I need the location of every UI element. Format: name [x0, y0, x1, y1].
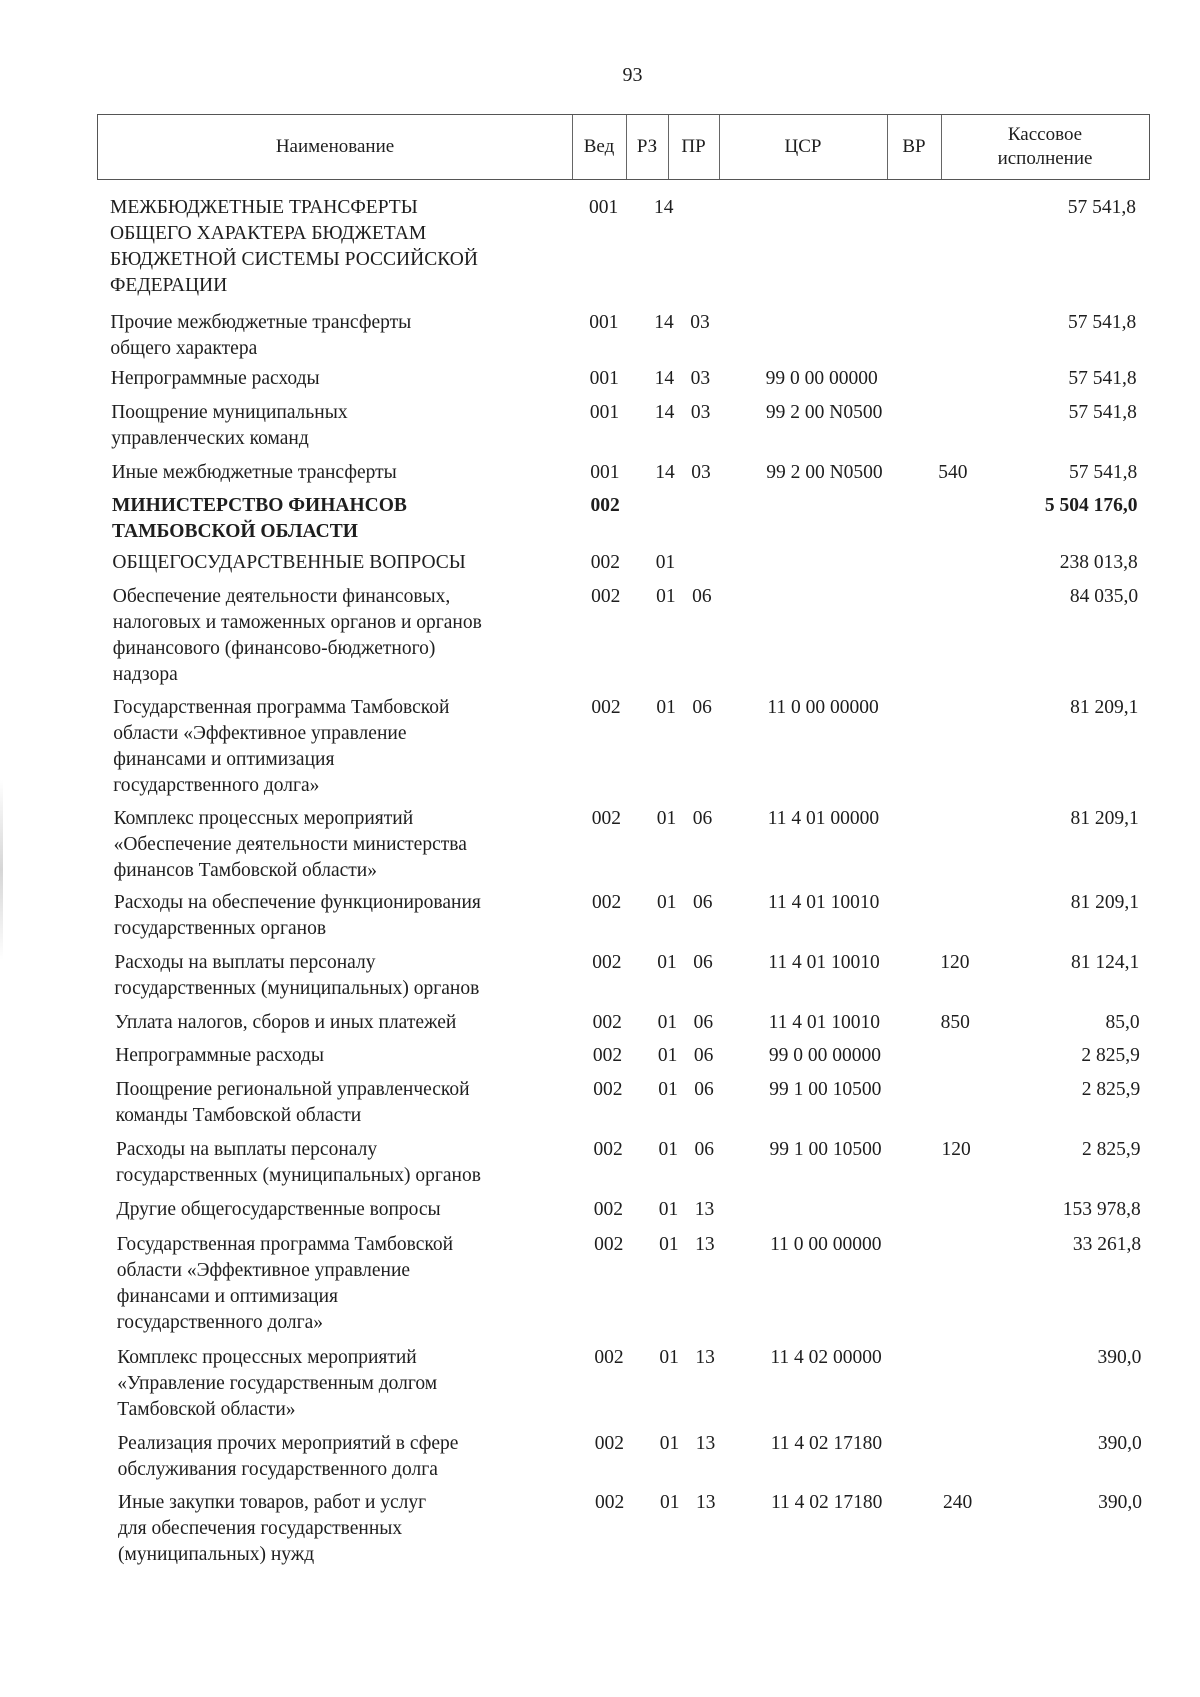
row-pr: 13: [696, 1492, 716, 1513]
row-name: [116, 1197, 566, 1223]
row-name-line: надзора: [112, 664, 178, 685]
row-csr: 99 0 00 00000: [768, 1045, 882, 1066]
row-csr: 99 1 00 10500: [769, 1139, 882, 1160]
row-name-line: Непрограммные расходы: [110, 368, 320, 389]
row-ved: 002: [594, 1234, 624, 1255]
header-pr: ПР: [681, 136, 706, 157]
row-name-line: Расходы на выплаты персоналу: [114, 952, 376, 973]
row-rz: 01: [660, 1492, 680, 1513]
row-amount: 81 124,1: [1071, 952, 1140, 973]
row-rz: 01: [659, 1433, 680, 1454]
row-rz: 01: [657, 1045, 678, 1066]
row-name-line: (муниципальных) нужд: [118, 1544, 315, 1565]
row-name: [112, 550, 562, 576]
header-amount-line2: исполнение: [997, 148, 1093, 169]
row-pr: 06: [692, 586, 712, 607]
row-rz: 01: [659, 1234, 679, 1255]
row-name-line: Государственная программа Тамбовской: [116, 1234, 454, 1255]
row-csr: 99 2 00 N0500: [765, 402, 883, 423]
row-vr: 120: [940, 952, 970, 973]
row-name-line: государственного долга»: [116, 1312, 324, 1333]
row-ved: 001: [589, 402, 620, 423]
row-ved: 002: [590, 552, 621, 573]
row-name-line: Иные закупки товаров, работ и услуг: [118, 1492, 427, 1513]
row-rz: 14: [654, 402, 675, 423]
scan-edge-artifact: [0, 780, 3, 960]
row-name: [111, 400, 561, 452]
row-name-line: области «Эффективное управление: [113, 723, 407, 744]
row-rz: 01: [655, 552, 676, 573]
row-csr: 11 4 02 17180: [770, 1433, 883, 1454]
row-rz: 14: [655, 462, 675, 483]
row-rz: 01: [656, 586, 676, 607]
row-name: [114, 806, 564, 884]
row-amount: 390,0: [1098, 1492, 1142, 1513]
row-name-line: для обеспечения государственных: [118, 1518, 403, 1539]
row-pr: 13: [695, 1347, 715, 1368]
row-amount: 57 541,8: [1068, 368, 1137, 389]
row-rz: 14: [654, 312, 674, 333]
row-name: [115, 1043, 565, 1069]
row-csr: 11 4 02 00000: [770, 1347, 882, 1368]
row-name: [115, 1010, 565, 1036]
row-pr: 06: [693, 952, 713, 973]
row-name-line: Иные межбюджетные трансферты: [111, 462, 397, 483]
row-amount: 57 541,8: [1068, 402, 1137, 423]
row-ved: 002: [590, 495, 620, 516]
row-rz: 14: [654, 197, 674, 218]
row-name-line: «Обеспечение деятельности министерства: [113, 834, 467, 855]
row-name-line: финансами и оптимизация: [113, 749, 335, 770]
row-ved: 002: [594, 1347, 624, 1368]
row-pr: 06: [693, 1012, 714, 1033]
row-ved: 002: [592, 892, 622, 913]
row-name-line: Комплекс процессных мероприятий: [113, 808, 414, 829]
row-pr: 13: [694, 1199, 715, 1220]
row-ved: 002: [591, 697, 621, 718]
row-name: [116, 1077, 566, 1129]
row-name: [110, 195, 560, 299]
row-name: [114, 950, 564, 1002]
row-amount: 5 504 176,0: [1044, 495, 1138, 516]
row-amount: 84 035,0: [1069, 586, 1139, 607]
row-name: [118, 1490, 568, 1568]
row-pr: 03: [690, 402, 711, 423]
row-vr: 850: [940, 1012, 970, 1033]
row-rz: 01: [658, 1199, 679, 1220]
header-name: Наименование: [275, 136, 395, 157]
header-csr: ЦСР: [784, 136, 822, 157]
page-number: 93: [622, 64, 643, 86]
row-name: [113, 695, 563, 799]
row-name: [112, 493, 562, 545]
table-header: [97, 114, 1150, 180]
row-name-line: Расходы на обеспечение функционирования: [114, 892, 481, 913]
row-name-line: БЮДЖЕТНОЙ СИСТЕМЫ РОССИЙСКОЙ: [110, 249, 478, 270]
row-name: [114, 890, 564, 942]
row-name-line: МЕЖБЮДЖЕТНЫЕ ТРАНСФЕРТЫ: [110, 197, 418, 218]
row-name-line: МИНИСТЕРСТВО ФИНАНСОВ: [112, 495, 407, 516]
row-name-line: ТАМБОВСКОЙ ОБЛАСТИ: [112, 521, 358, 542]
row-pr: 03: [690, 312, 710, 333]
row-rz: 01: [657, 952, 677, 973]
row-pr: 06: [693, 892, 713, 913]
row-pr: 06: [692, 697, 712, 718]
row-name-line: налоговых и таможенных органов и органов: [112, 612, 482, 633]
row-rz: 01: [656, 808, 677, 829]
row-name-line: Государственная программа Тамбовской: [113, 697, 450, 718]
row-name-line: Комплекс процессных мероприятий: [117, 1347, 417, 1368]
row-name: [118, 1431, 568, 1483]
row-ved: 001: [589, 368, 619, 389]
row-pr: 03: [691, 462, 711, 483]
row-csr: 99 1 00 10500: [769, 1079, 882, 1100]
row-ved: 002: [593, 1079, 623, 1100]
row-csr: 11 4 01 00000: [767, 808, 880, 829]
row-name-line: «Управление государственным долгом: [117, 1373, 438, 1394]
row-name: [111, 366, 561, 392]
row-name-line: общего характера: [110, 338, 258, 359]
row-csr: 11 0 00 00000: [770, 1234, 882, 1255]
row-name: [113, 584, 563, 688]
row-csr: 99 0 00 00000: [765, 368, 878, 389]
row-csr: 99 2 00 N0500: [766, 462, 883, 483]
row-name-line: государственных (муниципальных) органов: [114, 978, 480, 999]
row-rz: 01: [657, 1012, 678, 1033]
row-name-line: государственных (муниципальных) органов: [116, 1165, 481, 1186]
row-ved: 001: [589, 197, 619, 218]
row-name-line: обслуживания государственного долга: [117, 1459, 438, 1480]
row-name-line: управленческих команд: [111, 428, 309, 449]
row-vr: 540: [938, 462, 968, 483]
row-name-line: Тамбовской области»: [117, 1399, 296, 1420]
row-csr: 11 4 01 10010: [768, 952, 880, 973]
row-rz: 01: [656, 697, 676, 718]
row-ved: 002: [595, 1492, 625, 1513]
header-amount-line1: Кассовое: [1007, 124, 1083, 145]
header-amount: [941, 115, 1149, 179]
row-amount: 2 825,9: [1081, 1045, 1140, 1066]
row-amount: 57 541,8: [1067, 197, 1136, 218]
row-name: [116, 1137, 566, 1189]
row-name-line: Реализация прочих мероприятий в сфере: [117, 1433, 459, 1454]
row-pr: 03: [690, 368, 711, 389]
row-name-line: Другие общегосударственные вопросы: [116, 1199, 441, 1220]
row-amount: 57 541,8: [1068, 312, 1137, 333]
row-rz: 01: [658, 1079, 678, 1100]
row-amount: 33 261,8: [1072, 1234, 1142, 1255]
row-ved: 002: [594, 1433, 624, 1454]
row-pr: 06: [694, 1079, 714, 1100]
row-amount: 153 978,8: [1062, 1199, 1141, 1220]
row-name-line: финансами и оптимизация: [116, 1286, 339, 1307]
row-csr: 11 4 01 10010: [768, 1012, 880, 1033]
row-name-line: Обеспечение деятельности финансовых,: [112, 586, 451, 607]
row-amount: 81 209,1: [1070, 892, 1139, 913]
row-ved: 002: [592, 1045, 623, 1066]
row-pr: 06: [692, 808, 713, 829]
row-pr: 13: [695, 1234, 715, 1255]
row-name-line: государственного долга»: [113, 775, 320, 796]
row-name-line: Расходы на выплаты персоналу: [116, 1139, 378, 1160]
row-rz: 01: [657, 892, 677, 913]
row-csr: 11 4 01 10010: [768, 892, 880, 913]
row-csr: 11 0 00 00000: [767, 697, 879, 718]
row-name: [117, 1232, 567, 1336]
row-amount: 2 825,9: [1081, 1079, 1141, 1100]
row-ved: 002: [592, 1012, 622, 1033]
row-ved: 002: [592, 952, 622, 973]
row-ved: 002: [593, 1199, 624, 1220]
row-csr: 11 4 02 17180: [771, 1492, 883, 1513]
row-amount: 390,0: [1097, 1433, 1142, 1454]
row-name-line: государственных органов: [114, 918, 327, 939]
row-amount: 390,0: [1097, 1347, 1142, 1368]
row-name-line: ОБЩЕГОСУДАРСТВЕННЫЕ ВОПРОСЫ: [112, 552, 466, 573]
row-name-line: Поощрение муниципальных: [111, 402, 348, 423]
header-rz: РЗ: [636, 136, 658, 157]
header-ved: Вед: [583, 136, 615, 157]
row-ved: 002: [591, 808, 621, 829]
row-name-line: ФЕДЕРАЦИИ: [110, 275, 228, 296]
row-rz: 01: [659, 1347, 679, 1368]
row-amount: 238 013,8: [1059, 552, 1138, 573]
row-amount: 57 541,8: [1068, 462, 1138, 483]
row-pr: 06: [693, 1045, 714, 1066]
row-pr: 06: [694, 1139, 714, 1160]
row-ved: 002: [591, 586, 621, 607]
row-name-line: Непрограммные расходы: [115, 1045, 325, 1066]
row-name-line: финансов Тамбовской области»: [113, 860, 377, 881]
row-name: [110, 310, 560, 362]
row-name-line: Уплата налогов, сборов и иных платежей: [114, 1012, 457, 1033]
row-rz: 01: [658, 1139, 678, 1160]
row-name-line: Поощрение региональной управленческой: [115, 1079, 470, 1100]
row-vr: 120: [941, 1139, 971, 1160]
row-ved: 001: [589, 312, 619, 333]
row-name-line: финансового (финансово-бюджетного): [112, 638, 436, 659]
row-amount: 81 209,1: [1070, 697, 1139, 718]
row-amount: 2 825,9: [1082, 1139, 1141, 1160]
row-name-line: команды Тамбовской области: [115, 1105, 362, 1126]
row-name-line: Прочие межбюджетные трансферты: [110, 312, 412, 333]
row-ved: 001: [590, 462, 620, 483]
row-amount: 81 209,1: [1070, 808, 1139, 829]
row-amount: 85,0: [1105, 1012, 1140, 1033]
row-name: [117, 1345, 567, 1423]
row-name-line: области «Эффективное управление: [116, 1260, 411, 1281]
row-vr: 240: [943, 1492, 973, 1513]
row-name: [112, 460, 562, 486]
row-rz: 14: [654, 368, 675, 389]
row-name-line: ОБЩЕГО ХАРАКТЕРА БЮДЖЕТАМ: [110, 223, 427, 244]
row-pr: 13: [695, 1433, 716, 1454]
header-vr: ВР: [902, 136, 926, 157]
row-ved: 002: [593, 1139, 623, 1160]
